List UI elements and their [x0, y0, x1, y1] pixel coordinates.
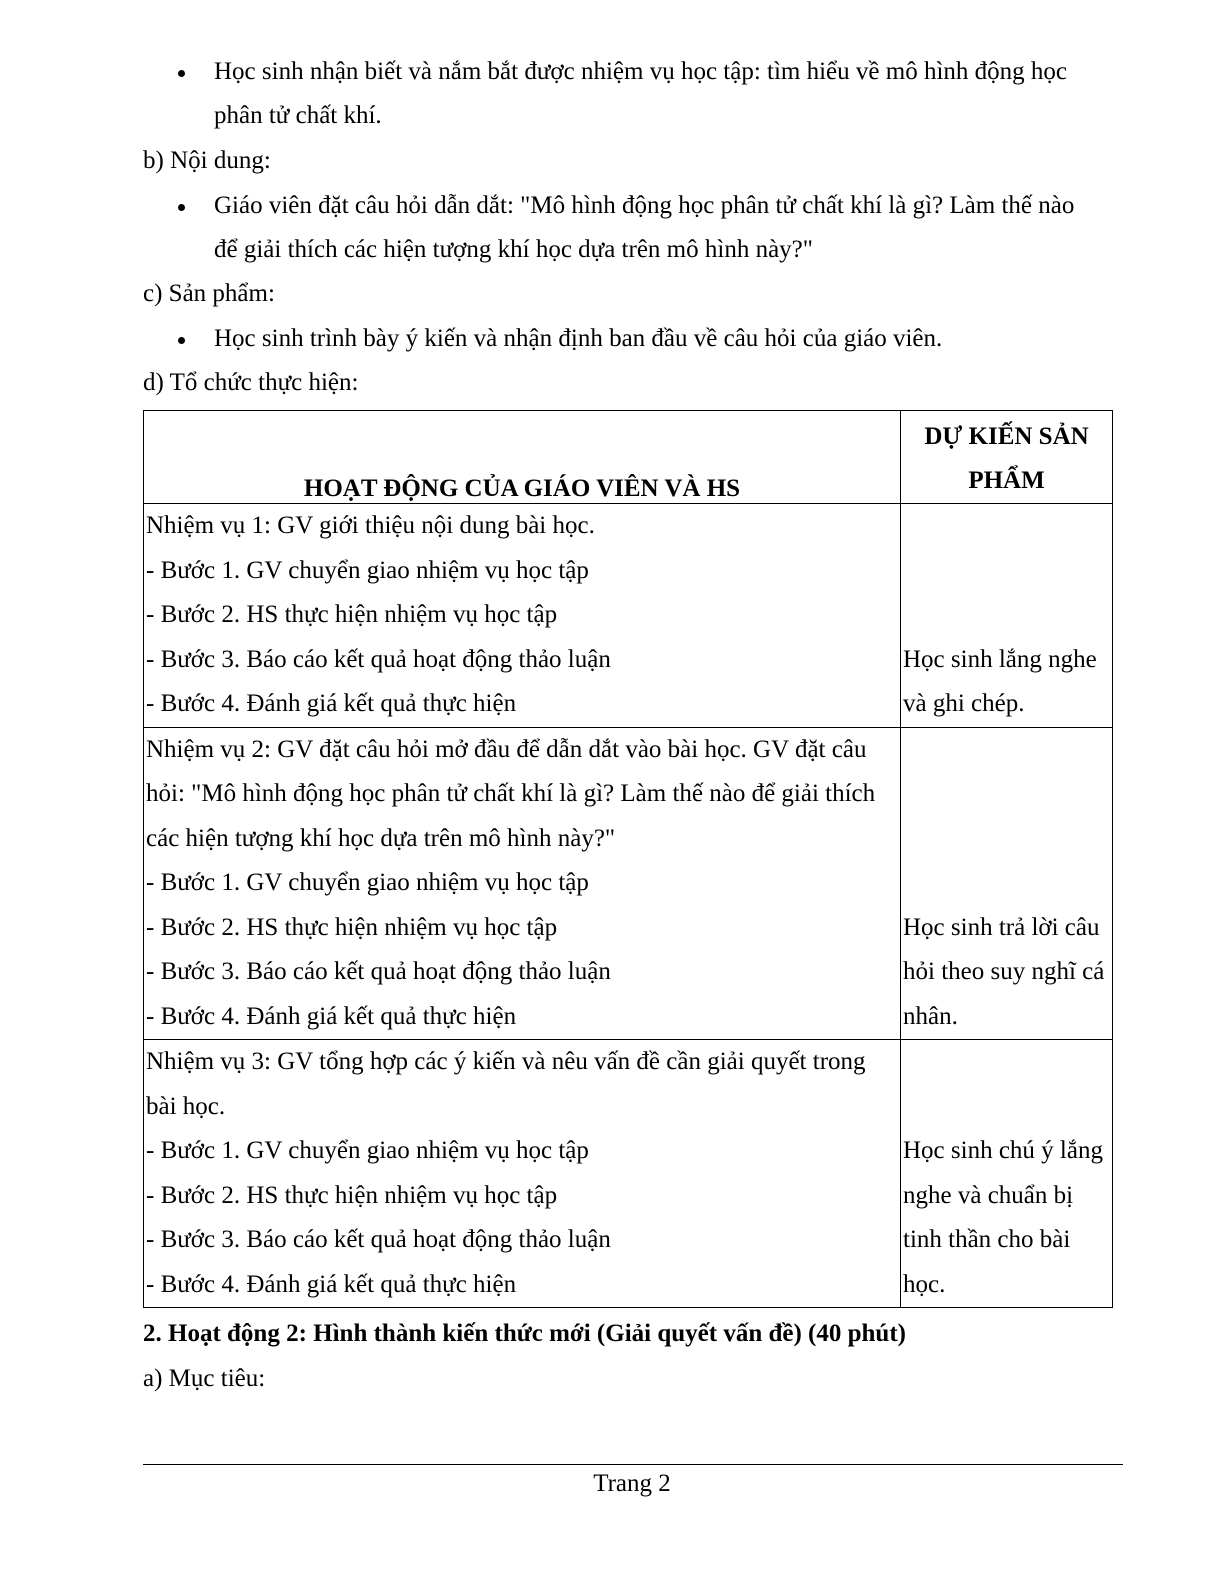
product-line: Học sinh trả lời câu	[903, 913, 1100, 941]
product-line: nghe và chuẩn bị	[903, 1181, 1074, 1209]
bullet-dot	[178, 337, 185, 344]
section-d-label: d) Tổ chức thực hiện:	[143, 369, 359, 396]
activity-cell	[144, 727, 901, 1040]
section-c-label: c) Sản phẩm:	[143, 280, 275, 307]
header-activity	[144, 411, 901, 504]
header-product-line-2: PHẨM	[968, 467, 1045, 494]
activity-line: - Bước 3. Báo cáo kết quả hoạt động thảo luận	[146, 958, 611, 985]
section-b-label: b) Nội dung:	[143, 147, 271, 174]
activity-line: Nhiệm vụ 1: GV giới thiệu nội dung bài học.	[146, 512, 595, 539]
table-row	[144, 1040, 1113, 1308]
activity-line: hỏi: "Mô hình động học phân tử chất khí là gì? Làm thế nào để giải thích	[146, 780, 876, 807]
product-cell	[901, 504, 1113, 728]
product-line: Học sinh lắng nghe	[903, 645, 1097, 673]
activity-line: - Bước 2. HS thực hiện nhiệm vụ học tập	[146, 1181, 558, 1209]
activity-line: - Bước 4. Đánh giá kết quả thực hiện	[146, 1270, 517, 1298]
activity-line: - Bước 4. Đánh giá kết quả thực hiện	[146, 690, 517, 717]
activity-line: Nhiệm vụ 2: GV đặt câu hỏi mở đầu để dẫn dắt vào bài học. GV đặt câu	[146, 735, 867, 763]
activity-table	[143, 410, 1113, 1308]
activity-cell	[144, 1040, 901, 1308]
activity-line: - Bước 4. Đánh giá kết quả thực hiện	[146, 1002, 517, 1030]
header-product	[901, 411, 1113, 504]
product-line: và ghi chép.	[903, 690, 1025, 717]
page-number: Trang 2	[593, 1470, 671, 1497]
header-product-line-1: DỰ KIẾN SẢN	[924, 423, 1089, 450]
activity-line: - Bước 1. GV chuyển giao nhiệm vụ học tập	[146, 1137, 589, 1164]
product-line: hỏi theo suy nghĩ cá	[903, 958, 1105, 985]
section-a2-label: a) Mục tiêu:	[143, 1365, 266, 1392]
section-b-bullet-line-1: Giáo viên đặt câu hỏi dẫn dắt: "Mô hình động học phân tử chất khí là gì? Làm thế nào	[214, 192, 1075, 219]
product-line: tinh thần cho bài	[903, 1226, 1071, 1253]
bullet-dot	[178, 70, 185, 77]
activity-line: bài học.	[146, 1092, 226, 1120]
bullet-dot	[178, 204, 185, 211]
activity-line: - Bước 1. GV chuyển giao nhiệm vụ học tập	[146, 869, 589, 896]
activity-line: - Bước 3. Báo cáo kết quả hoạt động thảo luận	[146, 1226, 611, 1253]
intro-bullet-line-2: phân tử chất khí.	[214, 102, 382, 129]
activity2-heading: 2. Hoạt động 2: Hình thành kiến thức mới (Giải quyết vấn đề) (40 phút)	[143, 1320, 906, 1347]
header-activity-text: HOẠT ĐỘNG CỦA GIÁO VIÊN VÀ HS	[303, 475, 741, 502]
activity-line: các hiện tượng khí học dựa trên mô hình này?"	[146, 824, 616, 852]
activity-line: - Bước 2. HS thực hiện nhiệm vụ học tập	[146, 913, 558, 941]
product-cell	[901, 727, 1113, 1040]
activity-line: - Bước 1. GV chuyển giao nhiệm vụ học tập	[146, 556, 589, 584]
product-line: học.	[903, 1270, 946, 1298]
table-row	[144, 504, 1113, 728]
activity-line: - Bước 3. Báo cáo kết quả hoạt động thảo luận	[146, 645, 611, 673]
table-row	[144, 727, 1113, 1040]
activity-line: Nhiệm vụ 3: GV tổng hợp các ý kiến và nêu vấn đề cần giải quyết trong	[146, 1048, 866, 1075]
intro-bullet-line-1: Học sinh nhận biết và nắm bắt được nhiệm vụ học tập: tìm hiểu về mô hình động học	[214, 58, 1067, 85]
section-c-bullet-line-1: Học sinh trình bày ý kiến và nhận định ban đầu về câu hỏi của giáo viên.	[214, 325, 943, 352]
activity-cell	[144, 504, 901, 728]
table-header-row	[144, 411, 1113, 504]
product-line: Học sinh chú ý lắng	[903, 1137, 1103, 1164]
product-line: nhân.	[903, 1002, 958, 1030]
section-b-bullet-line-2: để giải thích các hiện tượng khí học dựa trên mô hình này?"	[214, 236, 813, 263]
activity-line: - Bước 2. HS thực hiện nhiệm vụ học tập	[146, 601, 558, 628]
product-cell	[901, 1040, 1113, 1308]
